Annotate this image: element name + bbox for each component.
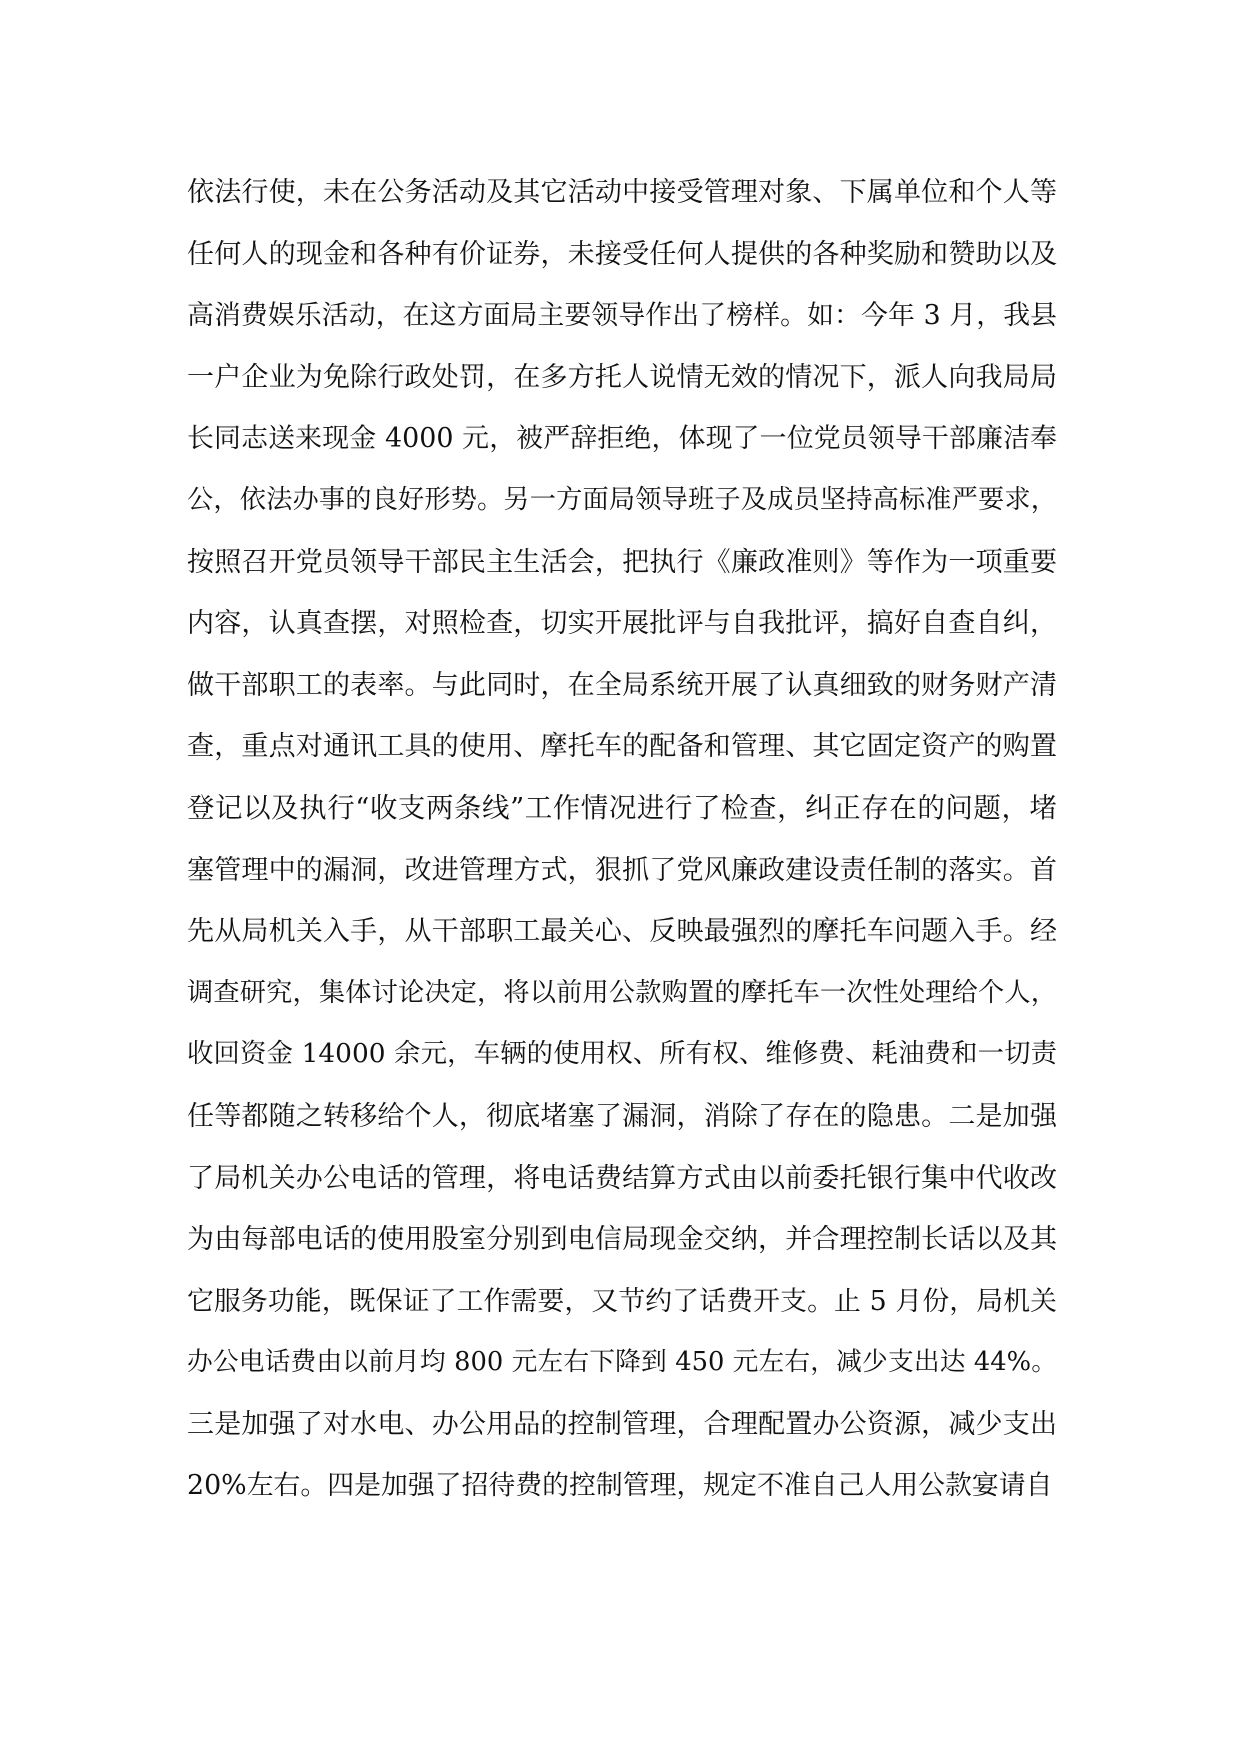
text-line-9: 做干部职工的表率。与此同时，在全局系统开展了认真细致的财务财产清: [187, 669, 1057, 701]
text-line-8: 内容，认真查摆，对照检查，切实开展批评与自我批评，搞好自查自纠，: [187, 608, 1057, 640]
text-line-4: 一户企业为免除行政处罚，在多方托人说情无效的情况下，派人向我局局: [187, 361, 1057, 393]
text-line-12: 塞管理中的漏洞，改进管理方式，狠抓了党风廉政建设责任制的落实。首: [187, 854, 1057, 886]
text-line-6: 公，依法办事的良好形势。另一方面局领导班子及成员坚持高标准严要求，: [187, 484, 1057, 515]
text-line-22: 20%左右。四是加强了招待费的控制管理，规定不准自己人用公款宴请自: [187, 1470, 1053, 1502]
text-line-1: 依法行使，未在公务活动及其它活动中接受管理对象、下属单位和个人等: [187, 177, 1057, 208]
body-text: [187, 162, 1057, 1517]
text-line-11: 登记以及执行“收支两条线”工作情况进行了检查，纠正存在的问题，堵: [187, 791, 1057, 824]
text-line-16: 任等都随之转移给个人，彻底堵塞了漏洞，消除了存在的隐患。二是加强: [187, 1100, 1057, 1132]
text-line-10: 查，重点对通讯工具的使用、摩托车的配备和管理、其它固定资产的购置: [187, 731, 1057, 763]
text-line-3: 高消费娱乐活动，在这方面局主要领导作出了榜样。如：今年 3 月，我县: [187, 300, 1057, 332]
text-line-5: 长同志送来现金 4000 元，被严辞拒绝，体现了一位党员领导干部廉洁奉: [187, 423, 1057, 455]
text-line-2: 任何人的现金和各种有价证券，未接受任何人提供的各种奖励和赞助以及: [187, 238, 1057, 270]
text-line-20: 办公电话费由以前月均 800 元左右下降到 450 元左右，减少支出达 44%。: [187, 1347, 1057, 1378]
text-line-7: 按照召开党员领导干部民主生活会，把执行《廉政准则》等作为一项重要: [187, 546, 1057, 578]
text-line-19: 它服务功能，既保证了工作需要，又节约了话费开支。止 5 月份，局机关: [187, 1285, 1057, 1317]
text-line-18: 为由每部电话的使用股室分别到电信局现金交纳，并合理控制长话以及其: [187, 1224, 1057, 1256]
text-line-21: 三是加强了对水电、办公用品的控制管理，合理配置办公资源，减少支出: [187, 1408, 1057, 1440]
text-line-13: 先从局机关入手，从干部职工最关心、反映最强烈的摩托车问题入手。经: [187, 916, 1057, 948]
text-line-14: 调查研究，集体讨论决定，将以前用公款购置的摩托车一次性处理给个人，: [187, 977, 1057, 1008]
text-line-15: 收回资金 14000 余元，车辆的使用权、所有权、维修费、耗油费和一切责: [187, 1039, 1057, 1070]
text-line-17: 了局机关办公电话的管理，将电话费结算方式由以前委托银行集中代收改: [187, 1162, 1057, 1194]
